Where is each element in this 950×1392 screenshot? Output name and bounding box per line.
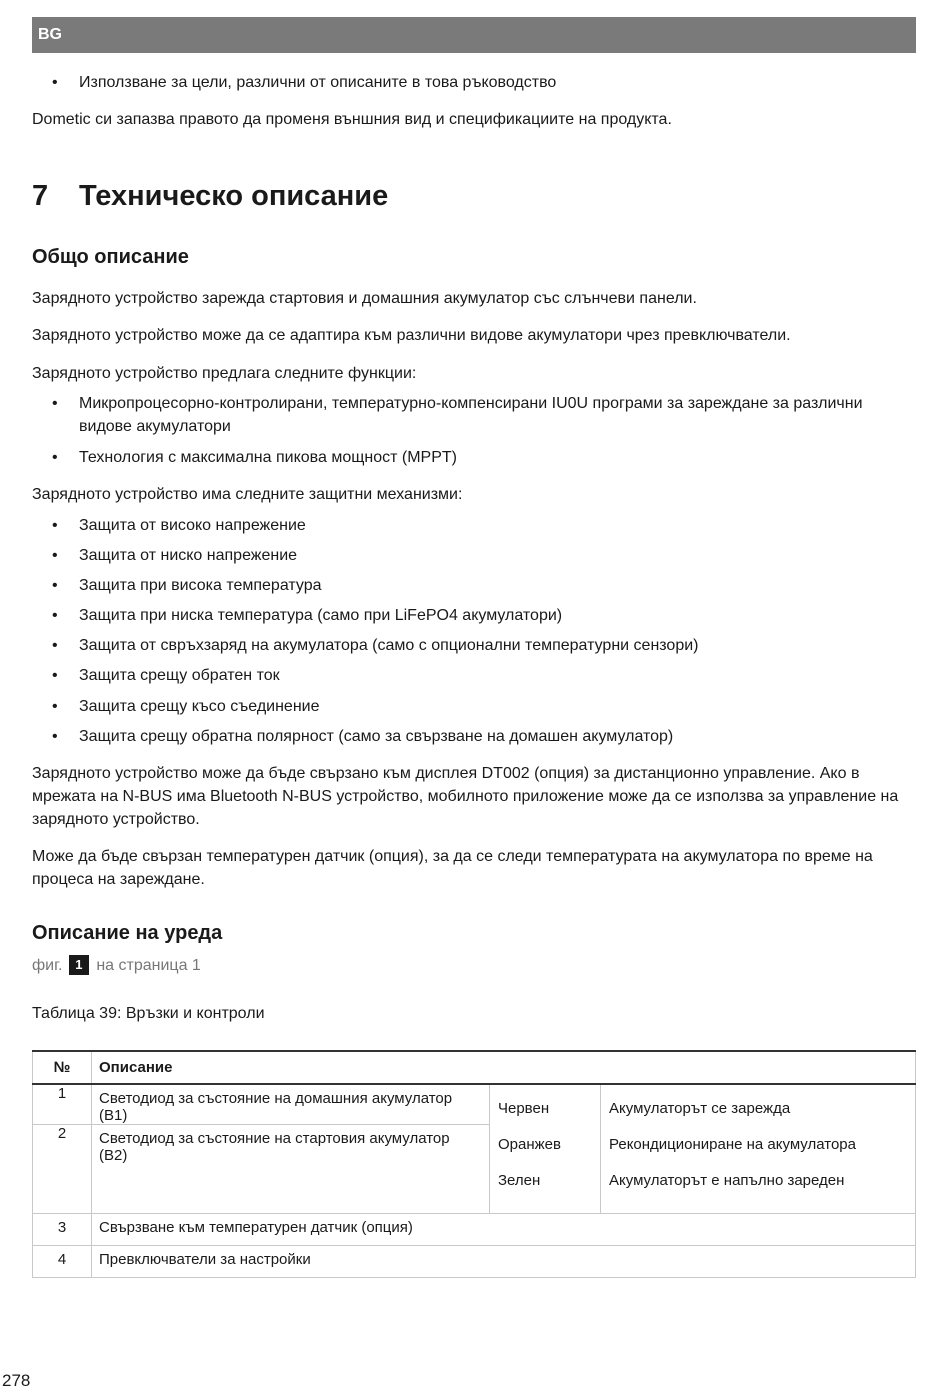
figure-reference[interactable]: [32, 955, 201, 975]
table-row: [33, 1084, 916, 1125]
section-title: Техническо описание: [79, 180, 389, 212]
intro-bullet-text: Използване за цели, различни от описаните в това ръководство: [79, 74, 557, 91]
language-code: BG: [38, 26, 62, 43]
figure-suffix: на страница 1: [96, 957, 201, 974]
protection-item-text: Защита от свръхзаряд на акумулатора (само с опционални температурни сензори): [79, 637, 699, 654]
bullet-dot: •: [52, 667, 58, 684]
row-description: Превключватели за настройки: [92, 1246, 916, 1278]
column-header-description: Описание: [92, 1051, 916, 1084]
column-header-number: №: [33, 1051, 92, 1084]
led-meaning-reconditioning: Рекондициониране на акумулатора: [609, 1136, 856, 1153]
row-number: 4: [33, 1246, 92, 1278]
protection-item-text: Защита срещу обратен ток: [79, 667, 280, 684]
protection-item-text: Защита срещу късо съединение: [79, 698, 320, 715]
row-description: Свързване към температурен датчик (опция): [92, 1214, 916, 1246]
row-number: 2: [33, 1125, 92, 1214]
bullet-dot: •: [52, 449, 58, 466]
general-paragraph-1: Зарядното устройство зарежда стартовия и домашния акумулатор със слънчеви панели.: [32, 290, 697, 307]
bullet-dot: •: [52, 74, 58, 91]
language-header-bar: [32, 17, 916, 53]
led-meaning-cell: [601, 1084, 916, 1214]
general-paragraph-4: Зарядното устройство има следните защитни механизми:: [32, 486, 463, 503]
protection-item-text: Защита срещу обратна полярност (само за свързване на домашен акумулатор): [79, 728, 674, 745]
bullet-dot: •: [52, 607, 58, 624]
general-paragraph-5: Зарядното устройство може да бъде свързано към дисплея DT002 (опция) за дистанционно управление. Ако в мрежата на N-BUS има Bluetooth N-BUS устройство, мобилното приложение може да се използва за управление на зарядното устройство.: [32, 765, 899, 828]
bullet-dot: •: [52, 517, 58, 534]
protection-item-text: Защита при висока температура: [79, 577, 322, 594]
led-color-green: Зелен: [498, 1172, 541, 1189]
protection-item-text: Защита при ниска температура (само при LiFePO4 акумулатори): [79, 607, 563, 624]
device-heading: Описание на уреда: [32, 922, 223, 944]
led-color-orange: Оранжев: [498, 1136, 561, 1153]
intro-paragraph: Dometic си запазва правото да променя външния вид и спецификациите на продукта.: [32, 111, 672, 128]
table-caption: Таблица 39: Връзки и контроли: [32, 1005, 265, 1022]
row-number: 3: [33, 1214, 92, 1246]
general-paragraph-2: Зарядното устройство може да се адаптира към различни видове акумулатори чрез превключватели.: [32, 327, 791, 344]
table-row: [33, 1246, 916, 1278]
led-color-cell: [490, 1084, 601, 1214]
general-heading: Общо описание: [32, 246, 189, 268]
led-color-red: Червен: [498, 1100, 550, 1117]
protection-item-text: Защита от високо напрежение: [79, 517, 306, 534]
bullet-dot: •: [52, 728, 58, 745]
protection-item-text: Защита от ниско напрежение: [79, 547, 298, 564]
bullet-dot: •: [52, 395, 58, 412]
connections-table: [32, 1050, 916, 1278]
function-item-text: Микропроцесорно-контролирани, температурно-компенсирани IU0U програми за зареждане за различни видове акумулатори: [79, 395, 863, 435]
table-header-row: [33, 1051, 916, 1084]
led-meaning-charged: Акумулаторът е напълно зареден: [609, 1172, 845, 1189]
bullet-dot: •: [52, 577, 58, 594]
bullet-dot: •: [52, 637, 58, 654]
general-paragraph-6: Може да бъде свързан температурен датчик (опция), за да се следи температурата на акумулатора по време на процеса на зареждане.: [32, 848, 873, 888]
row-description: Светодиод за състояние на домашния акумулатор (B1): [92, 1084, 490, 1125]
bullet-dot: •: [52, 547, 58, 564]
figure-number-badge: 1: [69, 955, 89, 975]
general-paragraph-3: Зарядното устройство предлага следните функции:: [32, 365, 417, 382]
led-meaning-charging: Акумулаторът се зарежда: [609, 1100, 791, 1117]
row-number: 1: [33, 1084, 92, 1125]
table-row: [33, 1214, 916, 1246]
bullet-dot: •: [52, 698, 58, 715]
function-item-text: Технология с максимална пикова мощност (MPPT): [79, 449, 457, 466]
row-description: Светодиод за състояние на стартовия акумулатор (B2): [92, 1125, 490, 1214]
figure-prefix: фиг.: [32, 957, 63, 974]
page-number: 278: [2, 1371, 31, 1390]
section-number: 7: [32, 180, 49, 212]
